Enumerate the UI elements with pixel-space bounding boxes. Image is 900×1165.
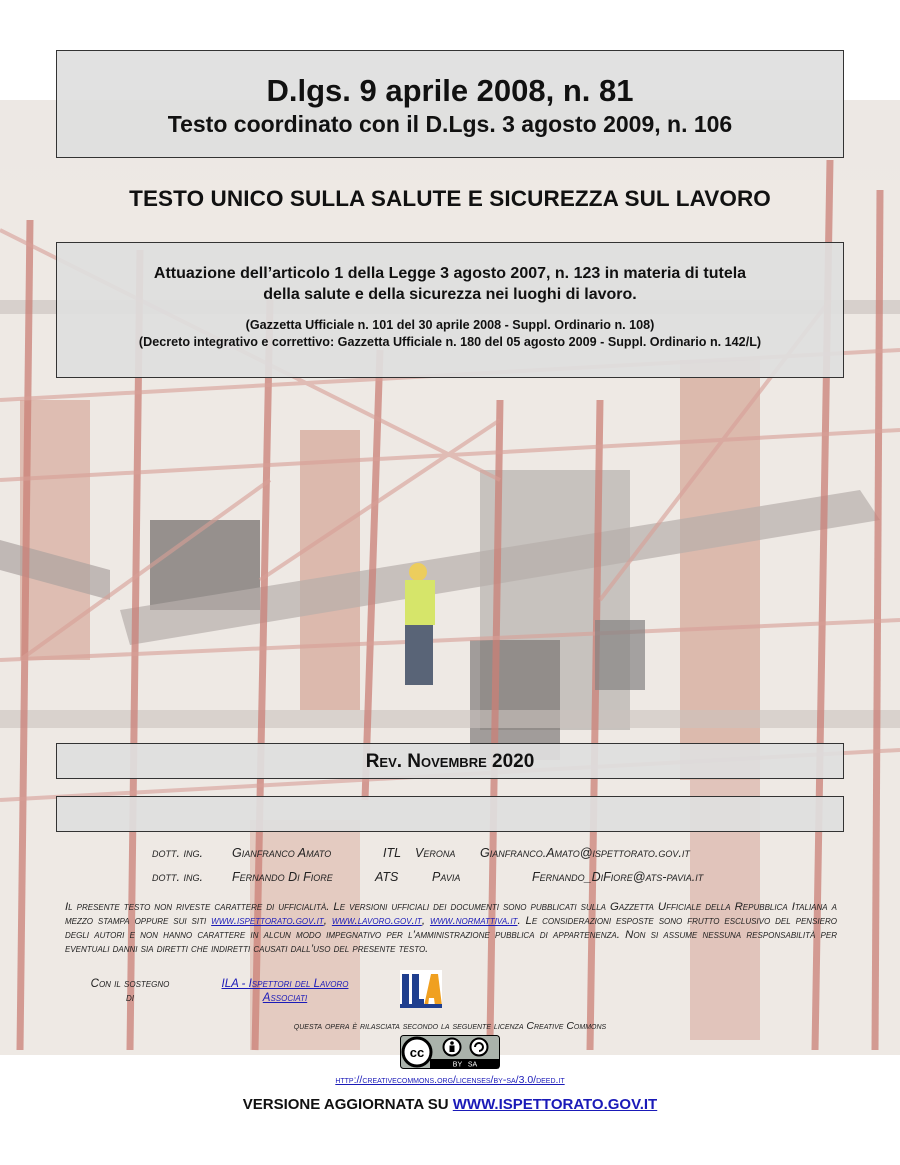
support-label [75,977,185,1005]
revision-label: Rev. Novembre 2020 [365,751,535,772]
disclaimer-part-2: . Le considerazioni esposte sono frutto esclusivo del pensiero degli autori e non hanno carattere in alcun modo impegnativo per l’amministrazione pubblica di appartenenza. Non si assume nessuna responsabilità per eventuali danni sia diretti che indiretti causati dall’uso del presente testo. [65,915,837,955]
author-row [0,846,900,870]
author-title: dott. ing. [152,846,203,860]
author-org: ATS [375,870,399,884]
separator: , [323,915,332,927]
document-subtitle: Testo coordinato con il D.Lgs. 3 agosto 2009, n. 106 [167,111,733,137]
license-text: questa opera è rilasciata secondo la seguente licenza Creative Commons [293,1020,607,1032]
author-name: Fernando Di Fiore [232,870,333,884]
decreto-reference: (Decreto integrativo e correttivo: Gazzetta Ufficiale n. 180 del 05 agosto 2009 - Suppl. Ordinario n. 142/L) [138,335,762,349]
footer-prefix: VERSIONE AGGIORNATA SU [242,1096,453,1113]
author-name: Gianfranco Amato [232,846,332,860]
description-line-1: Attuazione dell’articolo 1 della Legge 3 agosto 2007, n. 123 in materia di tutela [153,265,747,282]
cc-badge-label: BY SA [452,1061,478,1069]
disclaimer-text [65,900,837,956]
document-title: D.lgs. 9 aprile 2008, n. 81 [266,73,634,108]
authors-list [0,846,900,894]
link-ispettorato[interactable]: www.ispettorato.gov.it [211,915,324,927]
author-row [0,870,900,894]
disclaimer-part-1: Il presente testo non riveste carattere di ufficialità. Le versioni ufficiali dei documenti sono pubblicati sulla Gazzetta Ufficiale della Repubblica Italiana a mezzo stampa oppure sui siti [65,901,837,927]
gazzetta-reference: (Gazzetta Ufficiale n. 101 del 30 aprile 2008 - Suppl. Ordinario n. 108) [245,318,655,332]
cc-badge-text: cc [409,1045,425,1060]
author-email[interactable]: Fernando_DiFiore@ats-pavia.it [532,870,704,884]
creative-commons-badge-icon[interactable] [400,1035,500,1069]
license-url-link[interactable]: http://creativecommons.org/licenses/by-sa/3.0/deed.it [335,1074,565,1086]
description-box [56,242,844,378]
ila-logo-icon [400,970,442,1008]
empty-box [56,796,844,832]
separator: , [421,915,430,927]
author-city: Pavia [432,870,461,884]
footer [0,1096,900,1113]
ila-link-line-2[interactable]: Associati [262,992,308,1004]
support-label-line-1: Con il sostegno [90,978,170,990]
license-url [0,1074,900,1086]
title-box [56,50,844,158]
ila-link[interactable] [200,977,370,1005]
footer-link[interactable]: WWW.ISPETTORATO.GOV.IT [452,1096,658,1113]
author-city: Verona [415,846,456,860]
ila-link-line-1[interactable]: ILA - Ispettori del Lavoro [221,978,349,990]
author-email[interactable]: Gianfranco.Amato@ispettorato.gov.it [480,846,690,860]
main-heading: TESTO UNICO SULLA SALUTE E SICUREZZA SUL LAVORO [129,186,771,211]
link-lavoro[interactable]: www.lavoro.gov.it [331,915,422,927]
support-label-line-2: di [126,992,134,1004]
author-org: ITL [383,846,402,860]
link-normattiva[interactable]: www.normattiva.it [429,915,518,927]
description-line-2: della salute e della sicurezza nei luoghi di lavoro. [263,286,637,303]
revision-box [56,743,844,779]
author-title: dott. ing. [152,870,203,884]
